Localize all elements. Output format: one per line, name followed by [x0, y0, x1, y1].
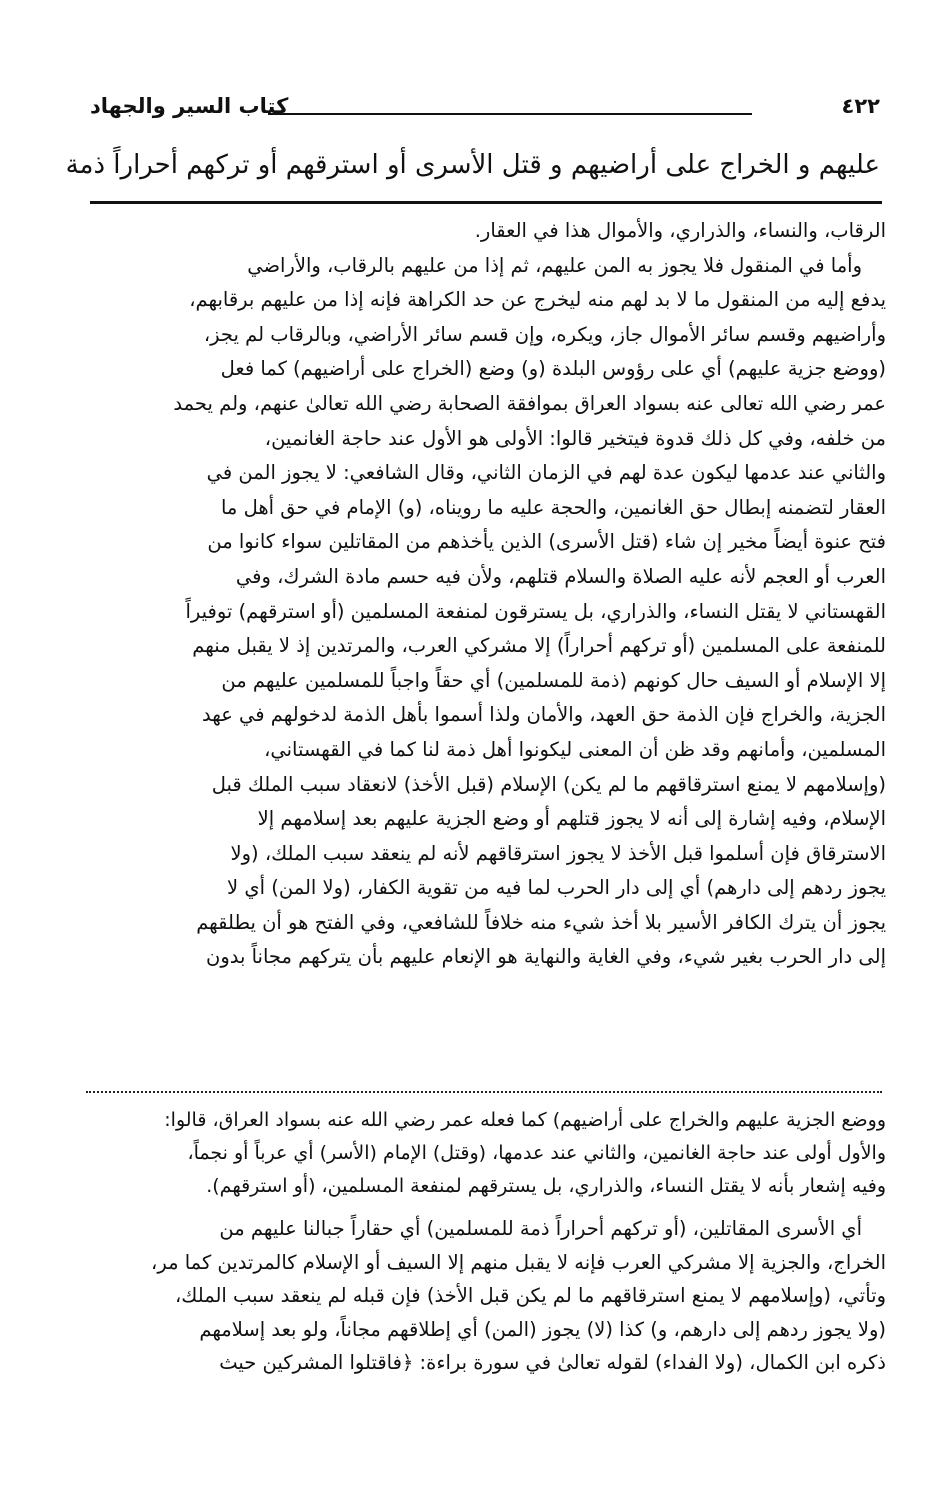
commentary-line: إلا الإسلام أو السيف حال كونهم (ذمة للمسلمين) أي حقاً واجباً للمسلمين عليهم من — [221, 668, 886, 692]
commentary-line: المسلمين، وأمانهم وقد ظن أن المعنى ليكونوا أهل ذمة لنا كما في القهستاني، — [264, 737, 886, 761]
page-number: ٤٢٢ — [841, 94, 880, 118]
commentary-line: الجزية، والخراج فإن الذمة حق العهد، والأمان ولذا أسموا بأهل الذمة لدخولهم في عهد — [201, 703, 886, 727]
dotted-separator — [86, 1091, 882, 1093]
lower-matn-block — [86, 1104, 886, 1204]
bottom-commentary-line: أي الأسرى المقاتلين، (أو تركهم أحراراً ذمة للمسلمين) أي حقاراً جبالنا عليهم من — [219, 1217, 862, 1240]
commentary-line: وأراضيهم وقسم سائر الأموال جاز، ويكره، وإن قسم سائر الأراضي، وبالرقاب لم يجز، — [203, 322, 886, 346]
page-header — [90, 86, 880, 126]
commentary-line: فتح عنوة أيضاً مخير إن شاء (قتل الأسرى) الذين يأخذهم من المقاتلين سواء كانوا من — [207, 530, 886, 554]
commentary-line: يدفع إليه من المنقول ما لا بد لهم منه ليخرج عن حد الكراهة فإنه إذا من عليهم برقابهم، — [189, 288, 886, 312]
commentary-line: الرقاب، والنساء، والذراري، والأموال هذا في العقار. — [474, 219, 886, 242]
commentary-line: عمر رضي الله تعالى عنه بسواد العراق بموافقة الصحابة رضي الله تعالىٰ عنهم، ولم يحمد — [173, 391, 886, 415]
bottom-commentary-line: وتأتي، (وإسلامهم لا يمنع استرقاقهم ما لم يكن قبل الأخذ) فإن قبله لم ينعقد سبب الملك، — [175, 1284, 886, 1307]
bottom-commentary-line: (ولا يجوز ردهم إلى دارهم، و) كذا (لا) يجوز (المن) أي إطلاقهم مجاناً، ولو بعد إسلامهم — [199, 1317, 886, 1341]
lower-matn-line: ووضع الجزية عليهم والخراج على أراضيهم) كما فعله عمر رضي الله عنه بسواد العراق، قالوا: — [164, 1109, 886, 1131]
bottom-commentary-line: ذكره ابن الكمال، (ولا الفداء) لقوله تعالىٰ في سورة براءة: ﴿فاقتلوا المشركين حيث — [219, 1351, 886, 1374]
book-title: كتاب السير والجهاد — [90, 94, 289, 118]
commentary-line: والثاني عند عدمها ليكون عدة لهم في الزمان الثاني، وقال الشافعي: لا يجوز المن في — [206, 461, 886, 485]
commentary-line: العرب أو العجم لأنه عليه الصلاة والسلام قتلهم، ولأن فيه حسم مادة الشرك، وفي — [235, 564, 886, 588]
lower-matn-line: وفيه إشعار بأنه لا يقتل النساء، والذراري، بل يسترقهم لمنفعة المسلمين، (أو استرقهم). — [206, 1175, 886, 1197]
matn-top-line: عليهم و الخراج على أراضيهم و قتل الأسرى أو استرقهم أو تركهم أحراراً ذمة — [65, 150, 880, 180]
matn-separator-rule — [90, 201, 882, 204]
bottom-commentary-line: الخراج، والجزية إلا مشركي العرب فإنه لا يقبل منهم إلا السيف أو الإسلام كالمرتدين كما مر، — [151, 1250, 886, 1274]
commentary-line: للمنفعة على المسلمين (أو تركهم أحراراً) إلا مشركي العرب، والمرتدين إذ لا يقبل منهم — [192, 634, 886, 658]
lower-matn-line: والأول أولى عند حاجة الغانمين، والثاني عند عدمها، (وقتل) الإمام (الأسر) أي عرباً أو نجماً، — [187, 1142, 886, 1164]
commentary-block — [86, 214, 886, 1082]
header-rule — [268, 113, 752, 115]
commentary-line: وأما في المنقول فلا يجوز به المن عليهم، ثم إذا من عليهم بالرقاب، والأراضي — [247, 253, 862, 277]
commentary-line: من خلفه، وفي كل ذلك قدوة فيتخير قالوا: الأولى هو الأول عند حاجة الغانمين، — [264, 426, 886, 450]
commentary-line: الاسترقاق فإن أسلموا قبل الأخذ لا يجوز استرقاقهم لأنه لم ينعقد سبب الملك، (ولا — [230, 841, 886, 865]
commentary-line: الإسلام، وفيه إشارة إلى أنه لا يجوز قتلهم أو وضع الجزية عليهم بعد إسلامهم إلا — [257, 807, 886, 831]
bottom-commentary-block — [86, 1212, 886, 1382]
commentary-line: يجوز ردهم إلى دارهم) أي إلى دار الحرب لما فيه من تقوية الكفار، (ولا المن) أي لا — [227, 876, 886, 900]
commentary-line: (ووضع جزية عليهم) أي على رؤوس البلدة (و) وضع (الخراج على أراضيهم) كما فعل — [220, 357, 886, 381]
commentary-line: العقار لتضمنه إبطال حق الغانمين، والحجة عليه ما رويناه، (و) الإمام في حق أهل ما — [220, 495, 886, 519]
commentary-line: القهستاني لا يقتل النساء، والذراري، بل يسترقون لمنفعة المسلمين (أو استرقهم) توفيراً — [185, 599, 886, 623]
commentary-line: (وإسلامهم لا يمنع استرقاقهم ما لم يكن) الإسلام (قبل الأخذ) لانعقاد سبب الملك قبل — [211, 772, 886, 796]
commentary-line: يجوز أن يترك الكافر الأسير بلا أخذ شيء منه خلافاً للشافعي، وفي الفتح هو أن يطلقهم — [196, 910, 886, 934]
commentary-line: إلى دار الحرب بغير شيء، وفي الغاية والنهاية هو الإنعام عليهم بأن يتركهم مجاناً بدون — [206, 945, 886, 969]
